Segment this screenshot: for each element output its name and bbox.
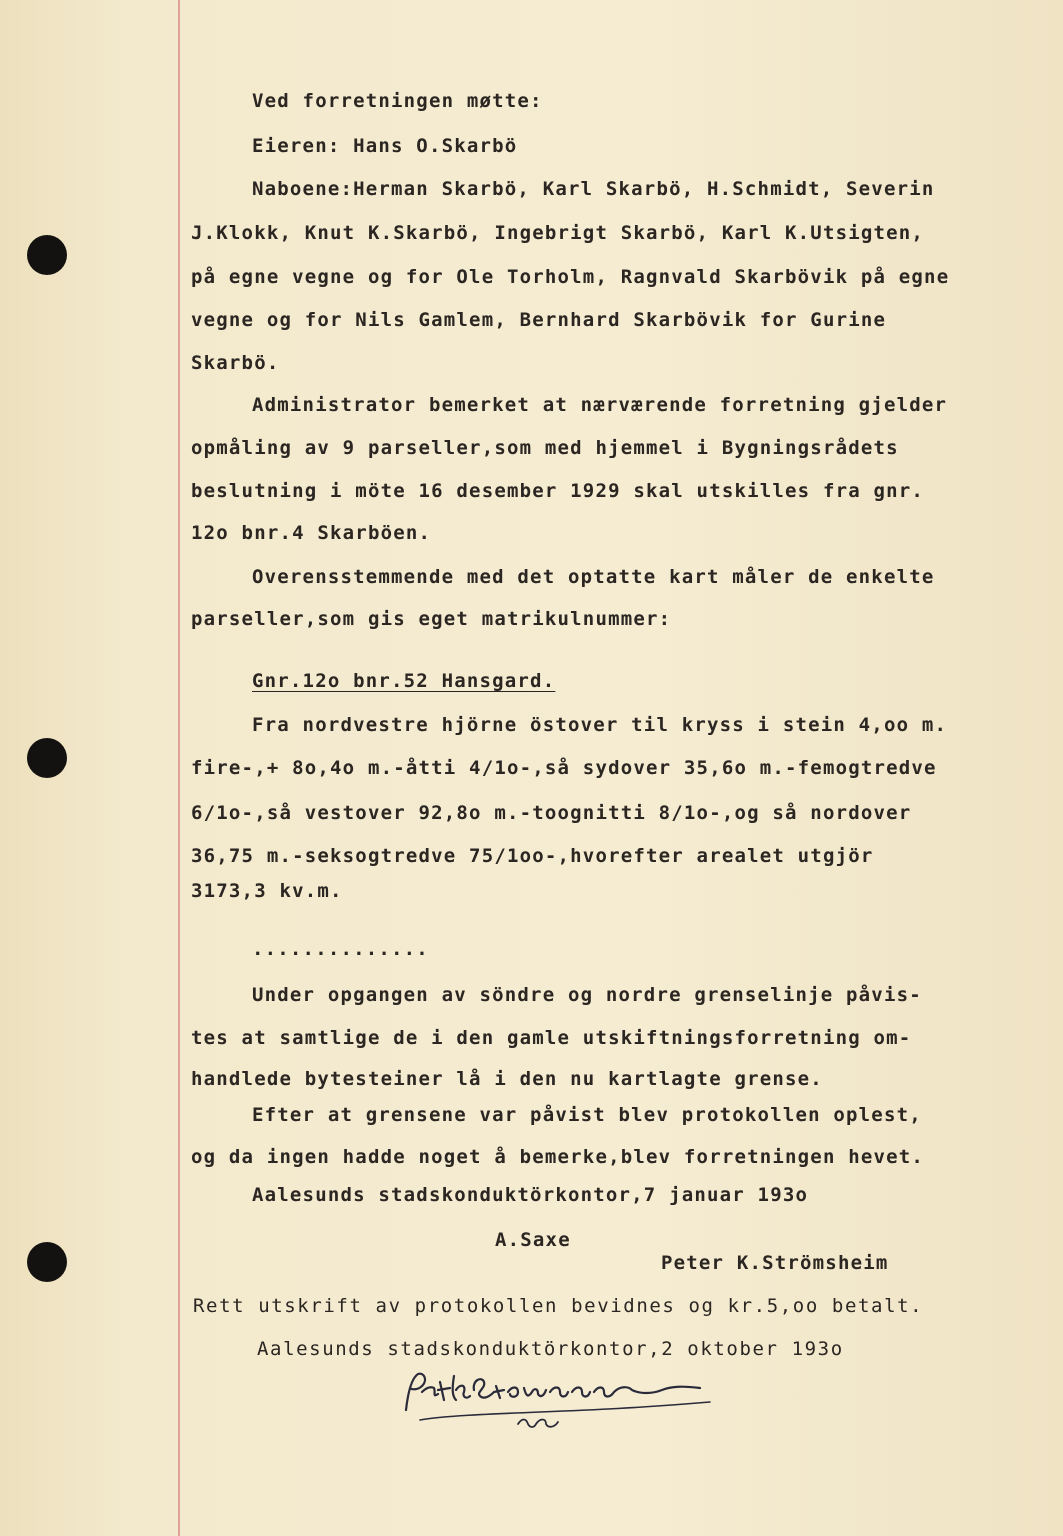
boundary-paragraph-line-3: handlede bytesteiner lå i den nu kartlagte grense. [191,1068,823,1090]
margin-rule [178,0,180,1536]
attendance-heading: Ved forretningen møtte: [252,90,543,112]
neighbours-line-3: på egne vegne og for Ole Torholm, Ragnvald Skarbövik på egne [191,266,950,288]
closing-paragraph-line-1: Efter at grensene var påvist blev protokollen oplest, [252,1104,922,1126]
punch-hole-bottom [27,1242,67,1282]
certification-place-date: Aalesunds stadskonduktörkontor,2 oktober 193o [257,1338,844,1360]
parcel-description-line-3: 6/1o-,så vestover 92,8o m.-toognitti 8/1o-,og så nordover [191,802,912,824]
admin-paragraph-line-1: Administrator bemerket at nærværende forretning gjelder [252,394,948,416]
signatory-saxe: A.Saxe [495,1229,571,1251]
boundary-paragraph-line-1: Under opgangen av söndre og nordre grenselinje påvis- [252,984,922,1006]
closing-paragraph-line-2: og da ingen hadde noget å bemerke,blev forretningen hevet. [191,1146,925,1168]
place-date-line: Aalesunds stadskonduktörkontor,7 januar 193o [252,1184,809,1206]
neighbours-line-5: Skarbö. [191,352,280,374]
parcel-description-line-4: 36,75 m.-seksogtredve 75/1oo-,hvorefter arealet utgjör [191,845,874,867]
certification-line: Rett utskrift av protokollen bevidnes og kr.5,oo betalt. [193,1295,924,1317]
parcel-description-line-1: Fra nordvestre hjörne östover til kryss i stein 4,oo m. [252,714,948,736]
neighbours-line-4: vegne og for Nils Gamlem, Bernhard Skarbövik for Gurine [191,309,887,331]
neighbours-line-1: Naboene:Herman Skarbö, Karl Skarbö, H.Schmidt, Severin [252,178,935,200]
punch-hole-top [27,235,67,275]
punch-hole-middle [27,738,67,778]
owner-line: Eieren: Hans O.Skarbö [252,135,518,157]
parcel-heading: Gnr.12o bnr.52 Hansgard. [252,670,556,692]
section-separator: .............. [252,938,429,960]
admin-paragraph-line-4: 12o bnr.4 Skarböen. [191,522,432,544]
parcels-intro-line-1: Overensstemmende med det optatte kart måler de enkelte [252,566,935,588]
signatory-stromsheim: Peter K.Strömsheim [661,1252,889,1274]
parcel-area-line: 3173,3 kv.m. [191,880,343,902]
admin-paragraph-line-3: beslutning i möte 16 desember 1929 skal utskilles fra gnr. [191,480,925,502]
parcels-intro-line-2: parseller,som gis eget matrikulnummer: [191,608,672,630]
neighbours-line-2: J.Klokk, Knut K.Skarbö, Ingebrigt Skarbö, Karl K.Utsigten, [191,222,925,244]
parcel-description-line-2: fire-,+ 8o,4o m.-åtti 4/1o-,så sydover 35,6o m.-femogtredve [191,757,937,779]
handwritten-signature [400,1362,720,1432]
boundary-paragraph-line-2: tes at samtlige de i den gamle utskiftningsforretning om- [191,1027,912,1049]
admin-paragraph-line-2: opmåling av 9 parseller,som med hjemmel i Bygningsrådets [191,437,899,459]
